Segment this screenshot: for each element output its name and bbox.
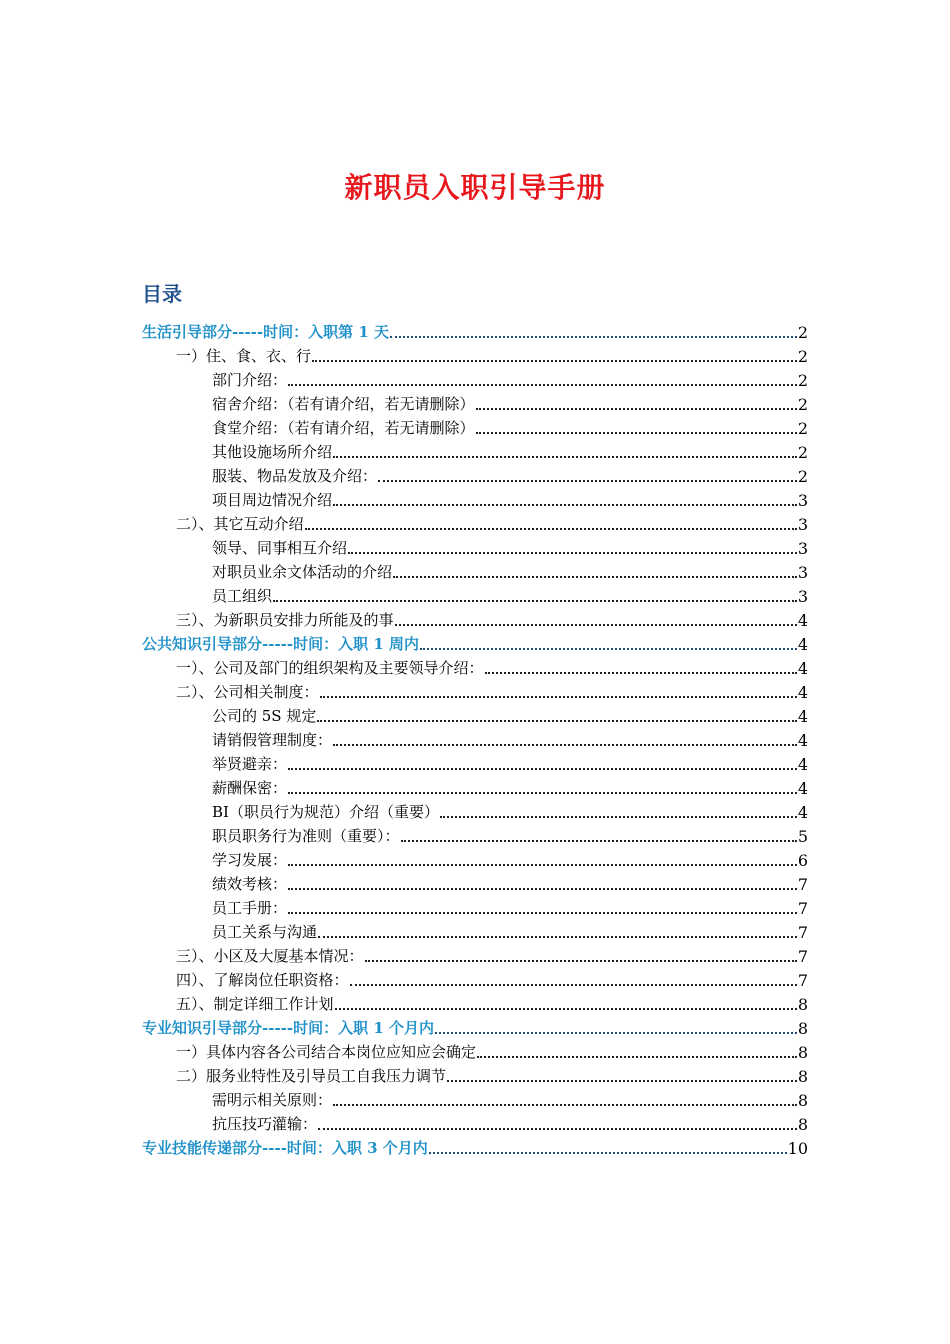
toc-page-number: 4	[797, 683, 808, 702]
toc-entry-label: 三）、小区及大厦基本情况：	[176, 947, 364, 965]
toc-entry-label: 抗压技巧灌输：	[212, 1115, 318, 1133]
toc-entry-label: 公司的 5S 规定	[212, 707, 317, 725]
toc-entry[interactable]	[212, 462, 808, 486]
toc-page-number: 2	[797, 323, 808, 342]
toc-entry[interactable]	[212, 750, 808, 774]
toc-entry-label: 生活引导部分-----时间：入职第 1 天	[142, 323, 390, 341]
toc-entry-label: 项目周边情况介绍	[212, 491, 333, 509]
toc-leader-dots	[305, 527, 797, 530]
toc-entry-label: 员工关系与沟通	[212, 923, 318, 941]
toc-page-number: 2	[797, 419, 808, 438]
toc-leader-dots	[288, 863, 797, 866]
toc-leader-dots	[312, 359, 797, 362]
toc-page-number: 6	[797, 851, 808, 870]
toc-leader-dots	[477, 1055, 797, 1058]
toc-entry[interactable]	[212, 774, 808, 798]
toc-entry-label: 四）、了解岗位任职资格：	[176, 971, 349, 989]
toc-entry[interactable]	[176, 606, 808, 630]
toc-entry-label: 需明示相关原则：	[212, 1091, 333, 1109]
toc-page-number: 2	[797, 395, 808, 414]
toc-heading: 目录	[142, 282, 182, 306]
toc-leader-dots	[476, 431, 797, 434]
toc-entry-label: 公共知识引导部分-----时间：入职 1 周内	[142, 635, 420, 653]
toc-entry[interactable]	[212, 366, 808, 390]
toc-entry[interactable]	[176, 342, 808, 366]
toc-entry[interactable]	[176, 942, 808, 966]
toc-entry[interactable]	[212, 846, 808, 870]
toc-entry-label: 员工手册：	[212, 899, 288, 917]
toc-leader-dots	[350, 983, 797, 986]
toc-leader-dots	[318, 935, 797, 938]
toc-leader-dots	[288, 887, 797, 890]
toc-leader-dots	[317, 719, 796, 722]
toc-leader-dots	[318, 1127, 797, 1130]
toc-leader-dots	[288, 791, 797, 794]
toc-entry-label: 薪酬保密：	[212, 779, 288, 797]
toc-entry[interactable]	[142, 1014, 808, 1038]
toc-page-number: 3	[797, 491, 808, 510]
toc-leader-dots	[288, 767, 797, 770]
toc-page-number: 7	[797, 947, 808, 966]
toc-entry-label: 一）、公司及部门的组织架构及主要领导介绍：	[176, 659, 484, 677]
toc-entry-label: BI（职员行为规范）介绍（重要）	[212, 803, 439, 821]
toc-entry-label: 一）具体内容各公司结合本岗位应知应会确定	[176, 1043, 477, 1061]
toc-entry[interactable]	[142, 630, 808, 654]
toc-page-number: 2	[797, 443, 808, 462]
toc-leader-dots	[476, 407, 797, 410]
toc-entry[interactable]	[212, 1086, 808, 1110]
toc-entry[interactable]	[176, 510, 808, 534]
toc-leader-dots	[333, 743, 797, 746]
toc-leader-dots	[393, 575, 797, 578]
toc-entry[interactable]	[142, 1134, 808, 1158]
toc-entry-label: 职员职务行为准则（重要）：	[212, 827, 400, 845]
toc-page-number: 4	[797, 779, 808, 798]
toc-entry-label: 员工组织	[212, 587, 273, 605]
toc-leader-dots	[378, 479, 797, 482]
toc-page-number: 7	[797, 971, 808, 990]
toc-page-number: 8	[797, 1043, 808, 1062]
toc-entry[interactable]	[212, 798, 808, 822]
toc-entry[interactable]	[212, 438, 808, 462]
toc-page-number: 3	[797, 587, 808, 606]
toc-entry[interactable]	[212, 390, 808, 414]
toc-page-number: 8	[797, 1091, 808, 1110]
toc-page-number: 2	[797, 467, 808, 486]
toc-leader-dots	[429, 1151, 787, 1154]
toc-page-number: 4	[797, 755, 808, 774]
toc-entry-label: 部门介绍：	[212, 371, 288, 389]
toc-entry[interactable]	[176, 654, 808, 678]
toc-page-number: 8	[797, 1115, 808, 1134]
toc-entry-label: 三）、为新职员安排力所能及的事	[176, 611, 394, 629]
toc-leader-dots	[335, 1007, 797, 1010]
toc-entry[interactable]	[142, 318, 808, 342]
toc-page-number: 2	[797, 347, 808, 366]
toc-page-number: 2	[797, 371, 808, 390]
toc-entry[interactable]	[212, 918, 808, 942]
toc-page-number: 4	[797, 803, 808, 822]
toc-entry-label: 领导、同事相互介绍	[212, 539, 348, 557]
toc-leader-dots	[401, 839, 797, 842]
toc-entry[interactable]	[176, 990, 808, 1014]
toc-entry[interactable]	[212, 702, 808, 726]
toc-entry-label: 对职员业余文体活动的介绍	[212, 563, 393, 581]
toc-entry-label: 举贤避亲：	[212, 755, 288, 773]
toc-entry-label: 二）、公司相关制度：	[176, 683, 319, 701]
toc-leader-dots	[447, 1079, 797, 1082]
toc-entry-label: 宿舍介绍：（若有请介绍，若无请删除）	[212, 395, 475, 413]
toc-entry-label: 一）住、食、衣、行	[176, 347, 312, 365]
toc-page-number: 3	[797, 563, 808, 582]
toc-entry-label: 五）、制定详细工作计划	[176, 995, 334, 1013]
toc-page-number: 10	[787, 1139, 808, 1158]
toc-leader-dots	[333, 1103, 797, 1106]
toc-entry-label: 食堂介绍：（若有请介绍，若无请删除）	[212, 419, 475, 437]
toc-page-number: 5	[797, 827, 808, 846]
toc-entry-label: 专业技能传递部分----时间：入职 3 个月内	[142, 1139, 428, 1157]
toc-entry[interactable]	[176, 1062, 808, 1086]
toc-entry[interactable]	[212, 726, 808, 750]
toc-leader-dots	[440, 815, 797, 818]
toc-entry-label: 专业知识引导部分-----时间：入职 1 个月内	[142, 1019, 435, 1037]
toc-entry[interactable]	[212, 582, 808, 606]
toc-page-number: 3	[797, 515, 808, 534]
toc-page-number: 8	[797, 1067, 808, 1086]
toc-leader-dots	[365, 959, 797, 962]
toc-entry-label: 服装、物品发放及介绍：	[212, 467, 378, 485]
toc-entry[interactable]	[212, 486, 808, 510]
toc-entry[interactable]	[212, 870, 808, 894]
toc-entry-label: 其他设施场所介绍	[212, 443, 333, 461]
toc-entry[interactable]	[176, 678, 808, 702]
toc-leader-dots	[390, 335, 797, 338]
toc-entry-label: 绩效考核：	[212, 875, 288, 893]
toc-entry[interactable]	[212, 822, 808, 846]
toc-leader-dots	[288, 383, 797, 386]
toc-page-number: 3	[797, 539, 808, 558]
toc-page-number: 4	[797, 635, 808, 654]
toc-leader-dots	[333, 455, 797, 458]
toc-page-number: 7	[797, 899, 808, 918]
toc-entry[interactable]	[212, 414, 808, 438]
toc-page-number: 4	[797, 707, 808, 726]
toc-page-number: 8	[797, 1019, 808, 1038]
toc-leader-dots	[333, 503, 797, 506]
toc-leader-dots	[273, 599, 797, 602]
toc-page-number: 4	[797, 731, 808, 750]
toc-entry-label: 学习发展：	[212, 851, 288, 869]
toc-entry-label: 请销假管理制度：	[212, 731, 333, 749]
toc-entry[interactable]	[212, 558, 808, 582]
toc-entry[interactable]	[212, 894, 808, 918]
toc-entry[interactable]	[176, 1038, 808, 1062]
toc-page-number: 4	[797, 611, 808, 630]
toc-page-number: 4	[797, 659, 808, 678]
toc-entry-label: 二）服务业特性及引导员工自我压力调节	[176, 1067, 447, 1085]
toc-entry[interactable]	[176, 966, 808, 990]
toc-leader-dots	[395, 623, 797, 626]
toc-leader-dots	[288, 911, 797, 914]
toc-page-number: 8	[797, 995, 808, 1014]
document-title: 新职员入职引导手册	[344, 171, 606, 204]
toc-page-number: 7	[797, 875, 808, 894]
toc-leader-dots	[320, 695, 797, 698]
toc-leader-dots	[435, 1031, 797, 1034]
toc-page-number: 7	[797, 923, 808, 942]
toc-entry[interactable]	[212, 1110, 808, 1134]
toc-leader-dots	[485, 671, 797, 674]
toc-entry[interactable]	[212, 534, 808, 558]
toc-entry-label: 二）、其它互动介绍	[176, 515, 304, 533]
toc-leader-dots	[348, 551, 797, 554]
toc-leader-dots	[420, 647, 797, 650]
